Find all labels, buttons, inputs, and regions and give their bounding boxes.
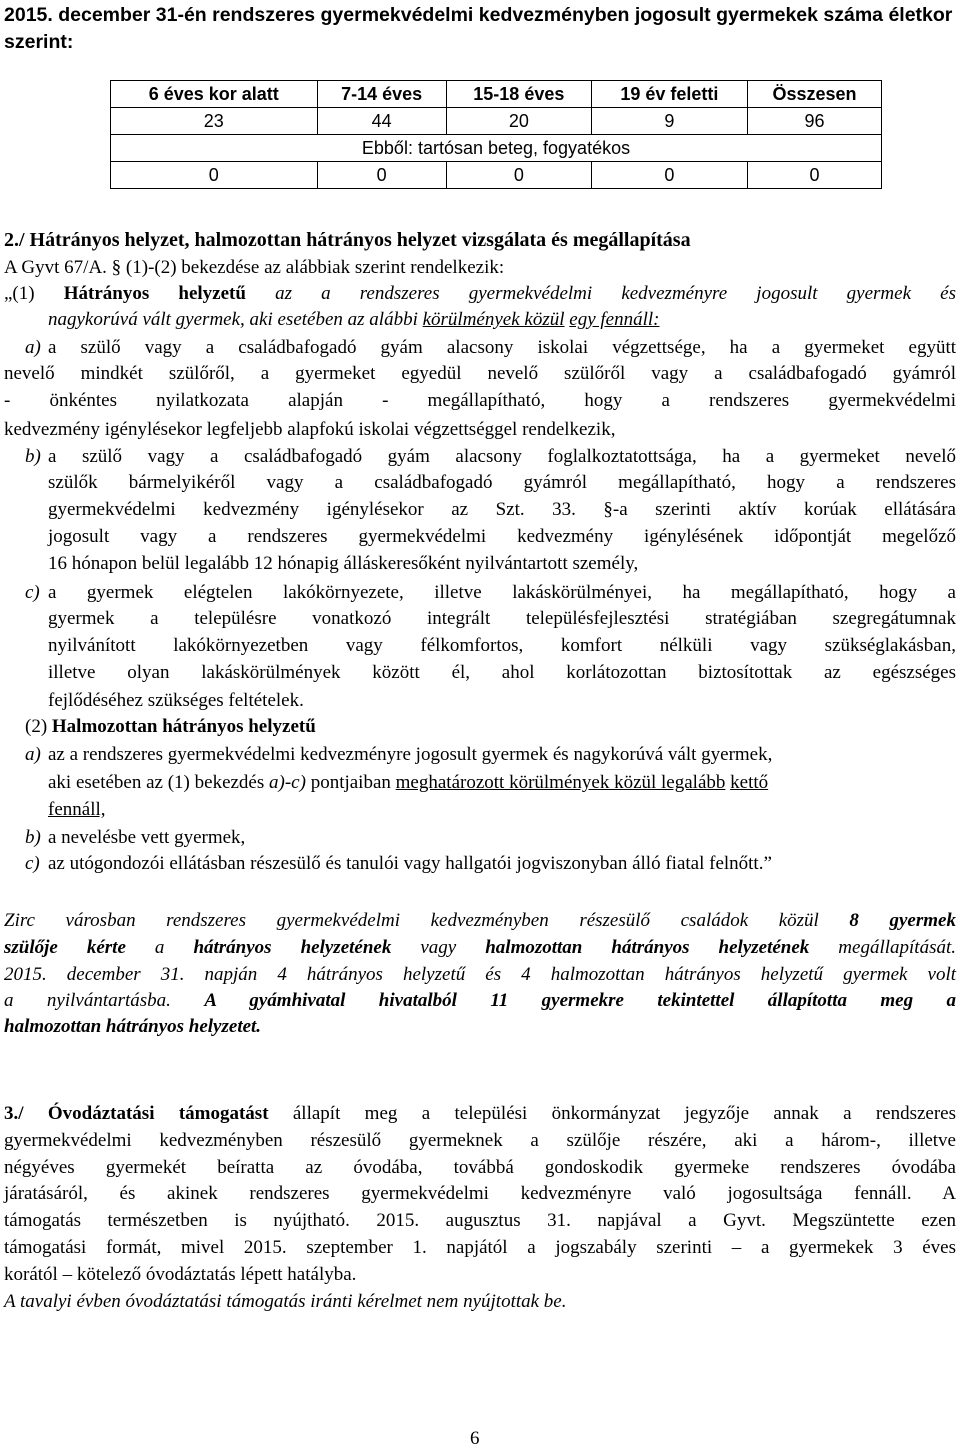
section3-l1rest: állapít meg a települési önkormányzat jegyzője annak a rendszeres: [268, 1103, 957, 1124]
law-c-line: illetve olyan lakáskörülmények között él, ahol korlátozottan biztosítottak az egészséges: [48, 662, 956, 683]
table-cell: 0: [591, 162, 747, 189]
section3-last: korától – kötelező óvodáztatás lépett hatályba.: [4, 1264, 357, 1285]
table-cell: 44: [317, 108, 446, 135]
zirc-l2c: hátrányos helyzetének: [193, 937, 392, 958]
law-p2a-line2a: aki esetében az (1) bekezdés: [48, 772, 270, 793]
page-number: 6: [470, 1428, 480, 1449]
table-cell: 23: [111, 108, 318, 135]
law-c-label: c): [25, 582, 40, 603]
law-p2c-text: az utógondozói ellátásban részesülő és tanulói vagy hallgatói jogviszonyban álló fiatal felnőtt.”: [48, 853, 772, 874]
law-a-line: a szülő vagy a családbafogadó gyám alacsony iskolai végzettsége, ha a gyermeket együtt: [48, 337, 956, 358]
table-header-row: [111, 81, 882, 108]
zirc-line-2: [4, 935, 956, 961]
table-cell: 9: [591, 108, 747, 135]
law-a-line: nevelő mindkét szülőről, a gyermeket egyedül nevelő szülőről vagy a családbafogadó gyámról: [4, 363, 956, 384]
law-c-line: a gyermek elégtelen lakókörnyezete, illetve lakáskörülményei, ha megállapítható, hogy a: [48, 582, 956, 603]
law-b-line: 16 hónapon belül legalább 12 hónapig álláskeresőként nyilvántartott személy,: [48, 553, 639, 574]
table-header-cell: 15-18 éves: [446, 81, 591, 108]
law-p2a-line2b: pontjaiban: [305, 772, 396, 793]
law-p2a-line1: az a rendszeres gyermekvédelmi kedvezményre jogosult gyermek és nagykorúvá vált gyermek,: [48, 744, 773, 765]
zirc-l2a: szülője kérte: [4, 937, 126, 958]
zirc-l1b: 8 gyermek: [849, 910, 956, 931]
law-p2a-line2u2: kettő: [730, 772, 769, 793]
law-a-line: kedvezmény igénylésekor legfeljebb alapfokú iskolai végzettséggel rendelkezik,: [4, 419, 616, 440]
table-header-cell: 7-14 éves: [317, 81, 446, 108]
law-c-line: gyermek a településre vonatkozó integrált településfejlesztési stratégiában szegregátumnak: [48, 608, 956, 629]
law-b-line: gyermekvédelmi kedvezmény igénylésekor az Szt. 33. §-a szerinti aktív korúak ellátására: [48, 499, 956, 520]
table-cell: 0: [446, 162, 591, 189]
law-p1-line2u1: körülmények közül: [422, 309, 565, 330]
section3-line-1: [4, 1101, 956, 1127]
law-p1-open: „(1): [4, 283, 64, 304]
law-p2a-line2: [48, 770, 768, 796]
zirc-l4b: A gyámhivatal hivatalból 11 gyermekre tekintettel állapította meg a: [204, 990, 956, 1011]
table-header-cell: Összesen: [747, 81, 881, 108]
zirc-l2f: megállapítását.: [809, 937, 957, 958]
law-intro: A Gyvt 67/A. § (1)-(2) bekezdése az alábbiak szerint rendelkezik:: [4, 257, 505, 278]
section3-num: 3./: [4, 1103, 48, 1124]
section3-line: támogatási formát, mivel 2015. szeptember 1. napjától a jogszabály szerinti – a gyermekek 3 éves: [4, 1237, 956, 1258]
law-p1-line2u2: egy fennáll:: [569, 309, 660, 330]
children-age-table: [110, 80, 882, 189]
table-cell: 0: [317, 162, 446, 189]
law-p1-rest: az a rendszeres gyermekvédelmi kedvezményre jogosult gyermek és: [245, 283, 956, 304]
table-cell: 0: [111, 162, 318, 189]
law-p2b-text: a nevelésbe vett gyermek,: [48, 827, 246, 848]
table-subheader-row: [111, 135, 882, 162]
law-b-line: a szülő vagy a családbafogadó gyám alacsony foglalkoztatottsága, ha a gyermeket nevelő: [48, 446, 956, 467]
law-p2-bold: Halmozottan hátrányos helyzetű: [51, 716, 316, 737]
zirc-line-4: [4, 988, 956, 1014]
zirc-line-1: [4, 908, 956, 934]
table-cell: 20: [446, 108, 591, 135]
zirc-l4a: a nyilvántartásba.: [4, 990, 205, 1011]
table-subheader-cell: Ebből: tartósan beteg, fogyatékos: [111, 135, 882, 162]
zirc-l2d: vagy: [391, 937, 486, 958]
law-b-label: b): [25, 446, 41, 467]
law-p2-title: [25, 714, 316, 740]
law-p2a-line2u1: meghatározott körülmények közül legalább: [395, 772, 726, 793]
table-cell: 96: [747, 108, 881, 135]
statistics-heading: 2015. december 31-én rendszeres gyermekvédelmi kedvezményben jogosult gyermekek száma életkor szerint:: [4, 4, 953, 53]
law-b-line: szülők bármelyikéről vagy a családbafogadó gyámról megállapítható, hogy a rendszeres: [48, 472, 956, 493]
law-p2-open: (2): [25, 716, 52, 737]
law-p1-line2a: nagykorúvá vált gyermek, aki esetében az alábbi: [48, 309, 423, 330]
zirc-l2e: halmozottan hátrányos helyzetének: [485, 937, 810, 958]
zirc-l1a: Zirc városban rendszeres gyermekvédelmi kedvezményben részesülő családok közül: [4, 910, 850, 931]
law-p2a-line2i: a)-c): [269, 772, 306, 793]
section3-line: gyermekvédelmi kedvezményben részesülő gyermeknek a szülője részére, aki a három-, illetve: [4, 1130, 956, 1151]
section3-bold: Óvodáztatási támogatást: [47, 1103, 269, 1124]
law-p1-line2: [48, 307, 660, 333]
section3-line: támogatás természetben is nyújtható. 2015. augusztus 31. napjával a Gyvt. Megszüntette ezen: [4, 1210, 956, 1231]
table-header-cell: 19 év feletti: [591, 81, 747, 108]
section-2-title: 2./ Hátrányos helyzet, halmozottan hátrányos helyzet vizsgálata és megállapítása: [4, 229, 691, 251]
law-a-label: a): [25, 337, 41, 358]
section3-italic: A tavalyi évben óvodáztatási támogatás iránti kérelmet nem nyújtottak be.: [4, 1291, 567, 1312]
law-p1-bold: Hátrányos helyzetű: [63, 283, 246, 304]
table-row: [111, 162, 882, 189]
law-p1-line1: [4, 281, 956, 307]
table-header-cell: 6 éves kor alatt: [111, 81, 318, 108]
law-p2a-line3: fennáll,: [48, 799, 106, 820]
law-a-line: - önkéntes nyilatkozata alapján - megállapítható, hogy a rendszeres gyermekvédelmi: [4, 390, 956, 411]
table-cell: 0: [747, 162, 881, 189]
law-c-line: nyilvánított lakókörnyezetben vagy félkomfortos, komfort nélküli vagy szükséglakásban,: [48, 635, 956, 656]
section3-line: járatásáról, és akinek rendszeres gyermekvédelmi kedvezményre való jogosultsága fennáll. A: [4, 1183, 956, 1204]
law-p2b-label: b): [25, 827, 41, 848]
law-p2a-label: a): [25, 744, 41, 765]
zirc-l2b: a: [125, 937, 194, 958]
law-b-line: jogosult vagy a rendszeres gyermekvédelmi kedvezmény igénylésének időpontját megelőző: [48, 526, 956, 547]
law-c-line: fejlődéséhez szükséges feltételek.: [48, 690, 304, 711]
zirc-line-3: 2015. december 31. napján 4 hátrányos helyzetű és 4 halmozottan hátrányos helyzetű gyermek volt: [4, 964, 956, 985]
section3-line: négyéves gyermekét beíratta az óvodába, továbbá gondoskodik gyermeke rendszeres óvodába: [4, 1157, 956, 1178]
table-row: [111, 108, 882, 135]
law-p2c-label: c): [25, 853, 40, 874]
zirc-line-5: halmozottan hátrányos helyzetet.: [4, 1016, 262, 1037]
